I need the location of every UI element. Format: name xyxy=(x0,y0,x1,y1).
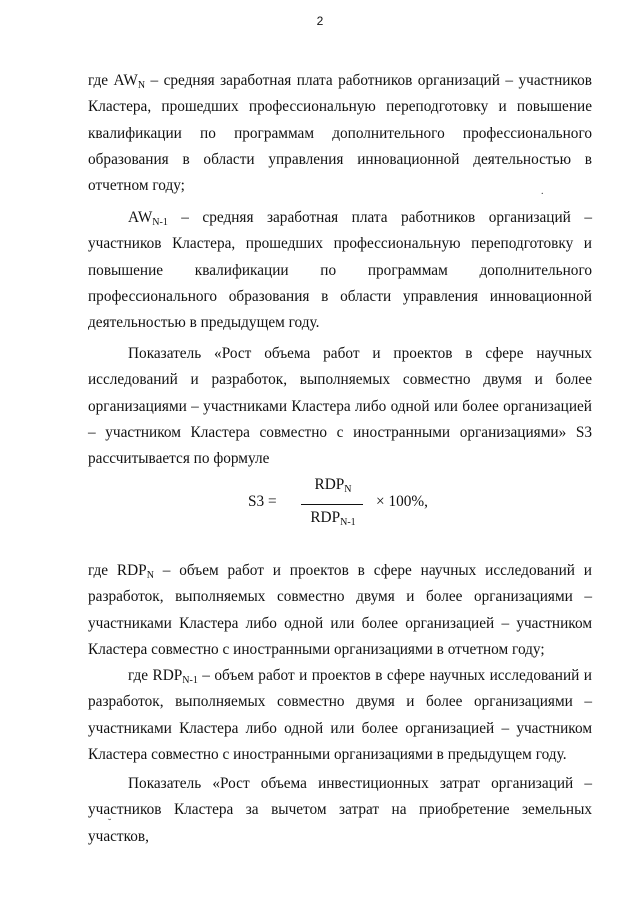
paragraph-rdp-n-1 xyxy=(88,663,592,768)
aw-n-1-lead: AW xyxy=(128,209,153,226)
paragraph-indicator-investment: Показатель «Рост объема инвестиционных затрат организаций – участников Кластера за вычетом затрат на приобретение земельных участков, xyxy=(88,775,592,845)
page-number: 2 xyxy=(316,14,324,28)
scan-speck: . xyxy=(541,186,544,197)
rdp-n-1-subscript: N-1 xyxy=(182,675,198,686)
formula-numerator: $RDP_N$ xyxy=(314,476,352,495)
scan-speck: ˘ xyxy=(108,818,112,829)
aw-n-subscript: N xyxy=(137,80,146,91)
paragraph-aw-n-1 xyxy=(88,205,592,336)
rdp-n-1-lead: где RDP xyxy=(128,667,183,684)
formula-lhs: S3 = xyxy=(248,493,277,510)
rdp-n-lead: где RDP xyxy=(88,562,147,579)
paragraph-aw-n xyxy=(88,68,592,199)
aw-n-1-subscript: N-1 xyxy=(152,217,168,228)
aw-n-lead: где AW xyxy=(88,72,138,89)
formula-rhs: × 100%, xyxy=(376,493,428,510)
aw-n-1-definition: – средняя заработная плата работников организаций – участников Кластера, прошедших профессиональную переподготовку и повышение квалификации по программам дополнительного профессионального образования в области управления инновационной деятельностью в предыдущем году. xyxy=(88,209,592,332)
formula-denominator: $RDP_{N-1}$ xyxy=(310,509,356,528)
paragraph-rdp-n xyxy=(88,558,592,663)
paragraph-indicator-s3: Показатель «Рост объема работ и проектов в сфере научных исследований и разработок, выполняемых совместно двумя и более организациями – участниками Кластера либо одной или более организацией – участником Кластера совместно с иностранными организациями» S3 рассчитывается по формуле xyxy=(88,345,592,468)
aw-n-definition: – средняя заработная плата работников организаций – участников Кластера, прошедших профессиональную переподготовку и повышение квалификации по программам дополнительного профессионального образования в области управления инновационной деятельностью в отчетном году; xyxy=(88,72,592,195)
rdp-n-definition: – объем работ и проектов в сфере научных исследований и разработок, выполняемых совместно двумя и более организациями – участниками Кластера либо одной или более организацией – участником Кластера совместно с иностранными организациями в отчетном году; xyxy=(88,562,592,658)
formula-s3 xyxy=(248,474,448,530)
fraction-bar xyxy=(301,504,363,505)
rdp-n-subscript: N xyxy=(146,570,154,581)
rdp-n-1-definition: – объем работ и проектов в сфере научных исследований и разработок, выполняемых совместно двумя и более организациями – участниками Кластера либо одной или более организацией – участником Кластера совместно с иностранными организациями в предыдущем году. xyxy=(88,667,592,763)
